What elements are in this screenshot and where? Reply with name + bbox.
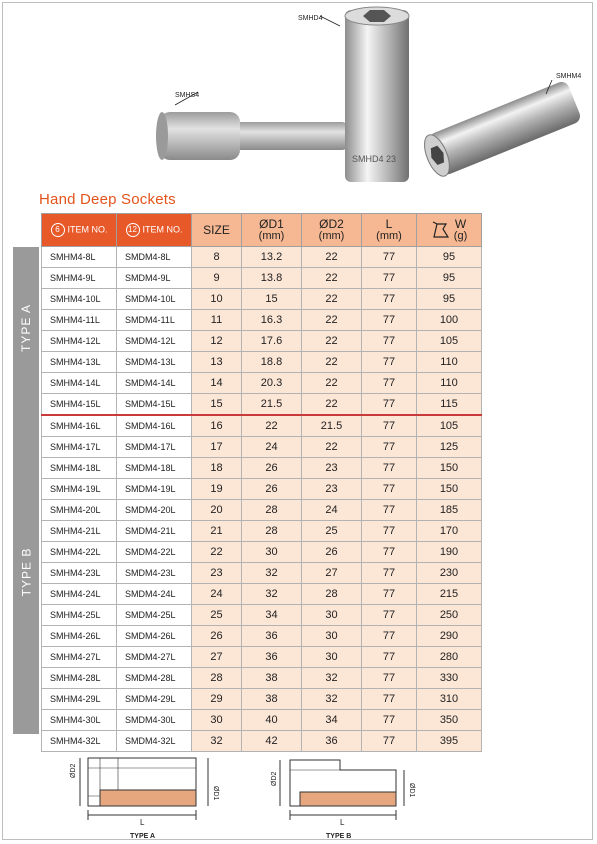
socket-smhs4-image: [156, 92, 348, 160]
table-row: [42, 647, 482, 668]
table-row: [42, 373, 482, 394]
table-row: [42, 689, 482, 710]
cell-size: 22: [192, 542, 242, 563]
cell-d1: 21.5: [242, 394, 302, 416]
cell-d2: 34: [302, 710, 362, 731]
table-row: [42, 542, 482, 563]
cell-size: 18: [192, 458, 242, 479]
cell-weight: 170: [417, 521, 482, 542]
cell-d2: 32: [302, 689, 362, 710]
diagram-b-d1: ØD1: [408, 783, 415, 798]
cell-d2: 24: [302, 500, 362, 521]
cell-length: 77: [362, 647, 417, 668]
label-smhm4: SMHM4: [556, 73, 582, 80]
cell-item-6pt: SMHM4-32L: [42, 731, 117, 752]
header-row: [42, 214, 482, 247]
cell-length: 77: [362, 268, 417, 289]
cell-length: 77: [362, 458, 417, 479]
cell-length: 77: [362, 500, 417, 521]
section-title: Hand Deep Sockets: [39, 191, 176, 208]
cell-length: 77: [362, 731, 417, 752]
table-row: [42, 268, 482, 289]
cell-d2: 22: [302, 268, 362, 289]
cell-item-12pt: SMDM4-11L: [117, 310, 192, 331]
cell-weight: 395: [417, 731, 482, 752]
cell-item-6pt: SMHM4-19L: [42, 479, 117, 500]
cell-weight: 150: [417, 479, 482, 500]
table-row: [42, 605, 482, 626]
cell-length: 77: [362, 584, 417, 605]
cell-d1: 13.2: [242, 247, 302, 268]
cell-weight: 350: [417, 710, 482, 731]
cell-length: 77: [362, 373, 417, 394]
cell-weight: 150: [417, 458, 482, 479]
cell-length: 77: [362, 626, 417, 647]
cell-item-12pt: SMDM4-30L: [117, 710, 192, 731]
cell-item-12pt: SMDM4-16L: [117, 415, 192, 437]
table-row: [42, 310, 482, 331]
cell-length: 77: [362, 542, 417, 563]
dimension-diagram: [0, 745, 597, 844]
cell-weight: 95: [417, 247, 482, 268]
table-row: [42, 584, 482, 605]
cell-item-12pt: SMDM4-19L: [117, 479, 192, 500]
cell-size: 8: [192, 247, 242, 268]
cell-size: 27: [192, 647, 242, 668]
diagram-a-caption: TYPE A: [130, 833, 156, 840]
cell-item-12pt: SMDM4-28L: [117, 668, 192, 689]
cell-item-6pt: SMHM4-17L: [42, 437, 117, 458]
cell-item-6pt: SMHM4-30L: [42, 710, 117, 731]
cell-item-12pt: SMDM4-26L: [117, 626, 192, 647]
cell-d1: 28: [242, 500, 302, 521]
cell-size: 29: [192, 689, 242, 710]
cell-length: 77: [362, 521, 417, 542]
table-row: [42, 437, 482, 458]
cell-item-6pt: SMHM4-29L: [42, 689, 117, 710]
header-item-12pt: 12 ITEM NO.: [117, 214, 192, 247]
cell-item-12pt: SMDM4-14L: [117, 373, 192, 394]
cell-d1: 20.3: [242, 373, 302, 394]
cell-d2: 30: [302, 605, 362, 626]
cell-d1: 15: [242, 289, 302, 310]
header-size: SIZE: [192, 214, 242, 247]
diagram-b-caption: TYPE B: [326, 833, 352, 840]
cell-weight: 185: [417, 500, 482, 521]
cell-length: 77: [362, 605, 417, 626]
cell-d2: 22: [302, 394, 362, 416]
cell-size: 32: [192, 731, 242, 752]
table-row: [42, 394, 482, 416]
cell-size: 10: [192, 289, 242, 310]
cell-size: 20: [192, 500, 242, 521]
cell-item-6pt: SMHM4-14L: [42, 373, 117, 394]
cell-length: 77: [362, 689, 417, 710]
cell-d2: 22: [302, 331, 362, 352]
cell-item-12pt: SMDM4-24L: [117, 584, 192, 605]
cell-length: 77: [362, 247, 417, 268]
cell-weight: 330: [417, 668, 482, 689]
cell-d2: 32: [302, 668, 362, 689]
header-d2: ØD2 (mm): [302, 214, 362, 247]
cell-length: 77: [362, 289, 417, 310]
cell-item-12pt: SMDM4-21L: [117, 521, 192, 542]
cell-size: 9: [192, 268, 242, 289]
cell-d1: 30: [242, 542, 302, 563]
cell-size: 15: [192, 394, 242, 416]
cell-d1: 17.6: [242, 331, 302, 352]
cell-size: 23: [192, 563, 242, 584]
cell-item-6pt: SMHM4-25L: [42, 605, 117, 626]
table-row: [42, 668, 482, 689]
cell-length: 77: [362, 352, 417, 373]
cell-d2: 23: [302, 458, 362, 479]
table-row: [42, 479, 482, 500]
cell-d2: 30: [302, 626, 362, 647]
type-a-drawing: [80, 758, 208, 820]
type-b-label: TYPE B: [19, 547, 33, 596]
cell-item-6pt: SMHM4-28L: [42, 668, 117, 689]
cell-item-6pt: SMHM4-12L: [42, 331, 117, 352]
cell-d1: 32: [242, 584, 302, 605]
cell-d2: 22: [302, 247, 362, 268]
cell-size: 19: [192, 479, 242, 500]
table-row: [42, 289, 482, 310]
socket-smhm4-image: [419, 80, 582, 180]
cell-d2: 22: [302, 352, 362, 373]
cell-d2: 27: [302, 563, 362, 584]
type-a-bar: [13, 247, 39, 409]
table-row: [42, 563, 482, 584]
scale-icon: [431, 221, 451, 239]
cell-item-6pt: SMHM4-20L: [42, 500, 117, 521]
cell-size: 28: [192, 668, 242, 689]
table-row: [42, 626, 482, 647]
cell-size: 26: [192, 626, 242, 647]
cell-item-12pt: SMDM4-22L: [117, 542, 192, 563]
table-row: [42, 331, 482, 352]
cell-length: 77: [362, 563, 417, 584]
cell-item-6pt: SMHM4-10L: [42, 289, 117, 310]
cell-item-6pt: SMHM4-22L: [42, 542, 117, 563]
cell-weight: 215: [417, 584, 482, 605]
cell-length: 77: [362, 331, 417, 352]
table-row: [42, 521, 482, 542]
cell-d1: 26: [242, 458, 302, 479]
cell-d2: 22: [302, 373, 362, 394]
header-weight: W (g): [417, 214, 482, 247]
cell-d2: 22: [302, 437, 362, 458]
cell-d1: 42: [242, 731, 302, 752]
table-row: [42, 458, 482, 479]
cell-item-12pt: SMDM4-18L: [117, 458, 192, 479]
cell-size: 12: [192, 331, 242, 352]
cell-length: 77: [362, 415, 417, 437]
cell-weight: 105: [417, 331, 482, 352]
cell-item-12pt: SMDM4-17L: [117, 437, 192, 458]
cell-length: 77: [362, 479, 417, 500]
cell-item-12pt: SMDM4-10L: [117, 289, 192, 310]
cell-length: 77: [362, 394, 417, 416]
cell-item-12pt: SMDM4-29L: [117, 689, 192, 710]
cell-item-12pt: SMDM4-20L: [117, 500, 192, 521]
cell-item-6pt: SMHM4-18L: [42, 458, 117, 479]
type-a-label: TYPE A: [19, 303, 33, 353]
cell-weight: 250: [417, 605, 482, 626]
cell-size: 30: [192, 710, 242, 731]
cell-item-6pt: SMHM4-24L: [42, 584, 117, 605]
cell-d1: 36: [242, 626, 302, 647]
label-smhs4: SMHS4: [175, 92, 200, 99]
type-b-drawing: [280, 760, 404, 820]
cell-weight: 280: [417, 647, 482, 668]
table-row: [42, 247, 482, 268]
cell-weight: 310: [417, 689, 482, 710]
cell-d2: 22: [302, 310, 362, 331]
cell-d2: 22: [302, 289, 362, 310]
cell-d2: 30: [302, 647, 362, 668]
cell-size: 17: [192, 437, 242, 458]
cell-item-6pt: SMHM4-9L: [42, 268, 117, 289]
cell-length: 77: [362, 310, 417, 331]
cell-item-6pt: SMHM4-11L: [42, 310, 117, 331]
cell-weight: 125: [417, 437, 482, 458]
cell-d1: 16.3: [242, 310, 302, 331]
cell-weight: 190: [417, 542, 482, 563]
cell-weight: 230: [417, 563, 482, 584]
cell-weight: 95: [417, 268, 482, 289]
cell-size: 11: [192, 310, 242, 331]
cell-d1: 24: [242, 437, 302, 458]
table-row: [42, 710, 482, 731]
cell-item-12pt: SMDM4-25L: [117, 605, 192, 626]
cell-d2: 36: [302, 731, 362, 752]
cell-item-6pt: SMHM4-27L: [42, 647, 117, 668]
cell-d1: 34: [242, 605, 302, 626]
header-d1: ØD1 (mm): [242, 214, 302, 247]
cell-item-6pt: SMHM4-23L: [42, 563, 117, 584]
cell-item-12pt: SMDM4-27L: [117, 647, 192, 668]
cell-item-12pt: SMDM4-9L: [117, 268, 192, 289]
cell-weight: 105: [417, 415, 482, 437]
cell-d1: 13.8: [242, 268, 302, 289]
cell-size: 24: [192, 584, 242, 605]
socket-smhd4-image: [320, 7, 409, 182]
cell-d1: 22: [242, 415, 302, 437]
cell-d1: 28: [242, 521, 302, 542]
cell-size: 16: [192, 415, 242, 437]
cell-size: 21: [192, 521, 242, 542]
cell-item-6pt: SMHM4-26L: [42, 626, 117, 647]
diagram-a-l: L: [140, 818, 145, 827]
cell-d2: 26: [302, 542, 362, 563]
cell-d1: 38: [242, 668, 302, 689]
diagram-b-d2: ØD2: [271, 771, 278, 786]
diagram-b-l: L: [340, 818, 345, 827]
product-photo: [0, 0, 597, 190]
cell-size: 13: [192, 352, 242, 373]
cell-item-12pt: SMDM4-12L: [117, 331, 192, 352]
cell-length: 77: [362, 437, 417, 458]
cell-item-6pt: SMHM4-21L: [42, 521, 117, 542]
cell-size: 25: [192, 605, 242, 626]
cell-d1: 40: [242, 710, 302, 731]
cell-item-6pt: SMHM4-8L: [42, 247, 117, 268]
cell-d2: 21.5: [302, 415, 362, 437]
cell-d1: 36: [242, 647, 302, 668]
cell-d2: 23: [302, 479, 362, 500]
cell-d2: 25: [302, 521, 362, 542]
cell-item-12pt: SMDM4-15L: [117, 394, 192, 416]
cell-item-12pt: SMDM4-8L: [117, 247, 192, 268]
table-row: [42, 352, 482, 373]
table-row: [42, 415, 482, 437]
cell-size: 14: [192, 373, 242, 394]
cell-length: 77: [362, 668, 417, 689]
cell-item-6pt: SMHM4-16L: [42, 415, 117, 437]
cell-weight: 290: [417, 626, 482, 647]
cell-d1: 26: [242, 479, 302, 500]
cell-d2: 28: [302, 584, 362, 605]
cell-d1: 18.8: [242, 352, 302, 373]
diagram-a-d2: ØD2: [70, 763, 77, 778]
svg-text:SMHD4 23: SMHD4 23: [352, 154, 397, 164]
cell-item-12pt: SMDM4-13L: [117, 352, 192, 373]
header-item-6pt: 6 ITEM NO.: [42, 214, 117, 247]
cell-weight: 110: [417, 352, 482, 373]
cell-weight: 100: [417, 310, 482, 331]
cell-weight: 110: [417, 373, 482, 394]
diagram-a-d1: ØD1: [212, 786, 219, 801]
cell-length: 77: [362, 710, 417, 731]
cell-weight: 95: [417, 289, 482, 310]
cell-d1: 38: [242, 689, 302, 710]
table-row: [42, 500, 482, 521]
label-smhd4: SMHD4: [298, 15, 323, 22]
cell-item-12pt: SMDM4-23L: [117, 563, 192, 584]
cell-d1: 32: [242, 563, 302, 584]
cell-weight: 115: [417, 394, 482, 416]
header-length: L (mm): [362, 214, 417, 247]
type-b-bar: [13, 409, 39, 734]
cell-item-6pt: SMHM4-13L: [42, 352, 117, 373]
cell-item-12pt: SMDM4-32L: [117, 731, 192, 752]
spec-table: [41, 213, 482, 752]
cell-item-6pt: SMHM4-15L: [42, 394, 117, 416]
